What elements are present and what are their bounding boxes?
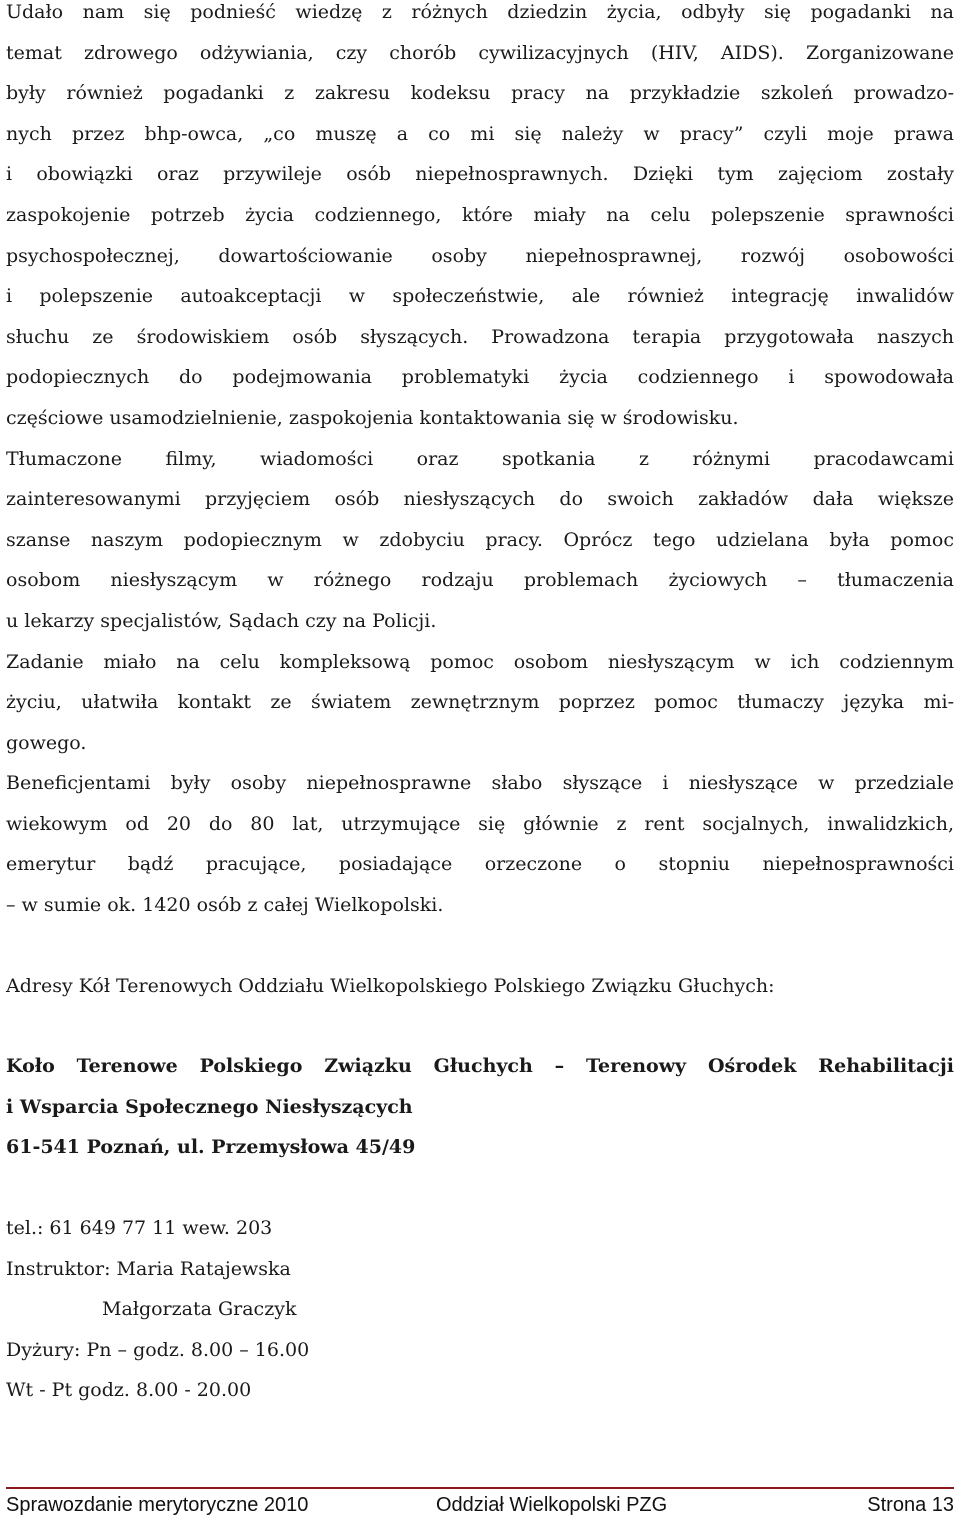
- text-line: temat zdrowego odżywiania, czy chorób cywilizacyjnych (HIV, AIDS). Zorganizowane: [6, 41, 954, 64]
- organization-address: 61-541 Poznań, ul. Przemysłowa 45/49: [6, 1136, 416, 1159]
- organization-name: [6, 1046, 954, 1127]
- text-line: słuchu ze środowiskiem osób słyszących. Prowadzona terapia przygotowała naszych: [6, 325, 954, 348]
- text-line: Tłumaczone filmy, wiadomości oraz spotkania z różnymi pracodawcami: [6, 447, 954, 470]
- text-line: życiu, ułatwiła kontakt ze światem zewnętrznym poprzez pomoc tłumaczy języka mi-: [6, 691, 954, 714]
- text-line: częściowe usamodzielnienie, zaspokojenia kontaktowania się w środowisku.: [6, 406, 739, 429]
- text-line: Udało nam się podnieść wiedzę z różnych dziedzin życia, odbyły się pogadanki na: [6, 1, 954, 23]
- footer-divider: [6, 1487, 954, 1489]
- paragraph-knowledge: [6, 0, 954, 439]
- duty-hours-mon: Dyżury: Pn – godz. 8.00 – 16.00: [6, 1338, 310, 1361]
- text-line: nych przez bhp-owca, „co muszę a co mi się należy w pracy” czyli moje prawa: [6, 122, 954, 145]
- instructor-secondary: Małgorzata Graczyk: [102, 1298, 297, 1321]
- paragraph-beneficiaries: [6, 763, 954, 925]
- text-line: i polepszenie autoakceptacji w społeczeństwie, ale również integrację inwalidów: [6, 285, 954, 308]
- instructor-primary: Instruktor: Maria Ratajewska: [6, 1257, 291, 1280]
- spacer: [6, 1168, 954, 1208]
- footer-page-number: Strona 13: [867, 1494, 954, 1516]
- text-line: wiekowym od 20 do 80 lat, utrzymujące się głównie z rent socjalnych, inwalidzkich,: [6, 812, 954, 835]
- paragraph-films: [6, 439, 954, 642]
- text-line: Koło Terenowe Polskiego Związku Głuchych – Terenowy Ośrodek Rehabilitacji: [6, 1055, 954, 1078]
- text-line: emerytur bądź pracujące, posiadające orzeczone o stopniu niepełnosprawności: [6, 853, 954, 876]
- text-line: – w sumie ok. 1420 osób z całej Wielkopolski.: [6, 894, 444, 917]
- text-line: Zadanie miało na celu kompleksową pomoc osobom niesłyszącym w ich codziennym: [6, 650, 954, 673]
- text-line: zainteresowanymi przyjęciem osób niesłyszących do swoich zakładów dała większe: [6, 488, 954, 511]
- text-line: szanse naszym podopiecznym w zdobyciu pracy. Oprócz tego udzielana była pomoc: [6, 528, 954, 551]
- duty-hours-tue-fri: Wt - Pt godz. 8.00 - 20.00: [6, 1379, 252, 1402]
- phone-number: tel.: 61 649 77 11 wew. 203: [6, 1217, 273, 1240]
- text-line: podopiecznych do podejmowania problematyki życia codziennego i spowodowała: [6, 366, 954, 389]
- footer-branch-name: Oddział Wielkopolski PZG: [436, 1494, 668, 1516]
- spacer: [6, 926, 954, 966]
- text-line: były również pogadanki z zakresu kodeksu pracy na przykładzie szkoleń prowadzo-: [6, 82, 954, 105]
- paragraph-task: [6, 642, 954, 764]
- page-footer: [6, 1494, 954, 1524]
- text-line: psychospołecznej, dowartościowanie osoby niepełnosprawnej, rozwój osobowości: [6, 244, 954, 267]
- text-line: Beneficjentami były osoby niepełnosprawne słabo słyszące i niesłyszące w przedziale: [6, 772, 954, 795]
- text-line: u lekarzy specjalistów, Sądach czy na Policji.: [6, 609, 437, 632]
- text-line: i obowiązki oraz przywileje osób niepełnosprawnych. Dzięki tym zajęciom zostały: [6, 163, 954, 186]
- document-page: [6, 0, 954, 1411]
- footer-report-title: Sprawozdanie merytoryczne 2010: [6, 1494, 309, 1516]
- text-line: osobom niesłyszącym w różnego rodzaju problemach życiowych – tłumaczenia: [6, 569, 954, 592]
- addresses-heading: Adresy Kół Terenowych Oddziału Wielkopolskiego Polskiego Związku Głuchych:: [6, 974, 775, 997]
- text-line: zaspokojenie potrzeb życia codziennego, które miały na celu polepszenie sprawności: [6, 203, 954, 226]
- spacer: [6, 1006, 954, 1046]
- text-line: gowego.: [6, 731, 87, 754]
- text-line: i Wsparcia Społecznego Niesłyszących: [6, 1095, 413, 1118]
